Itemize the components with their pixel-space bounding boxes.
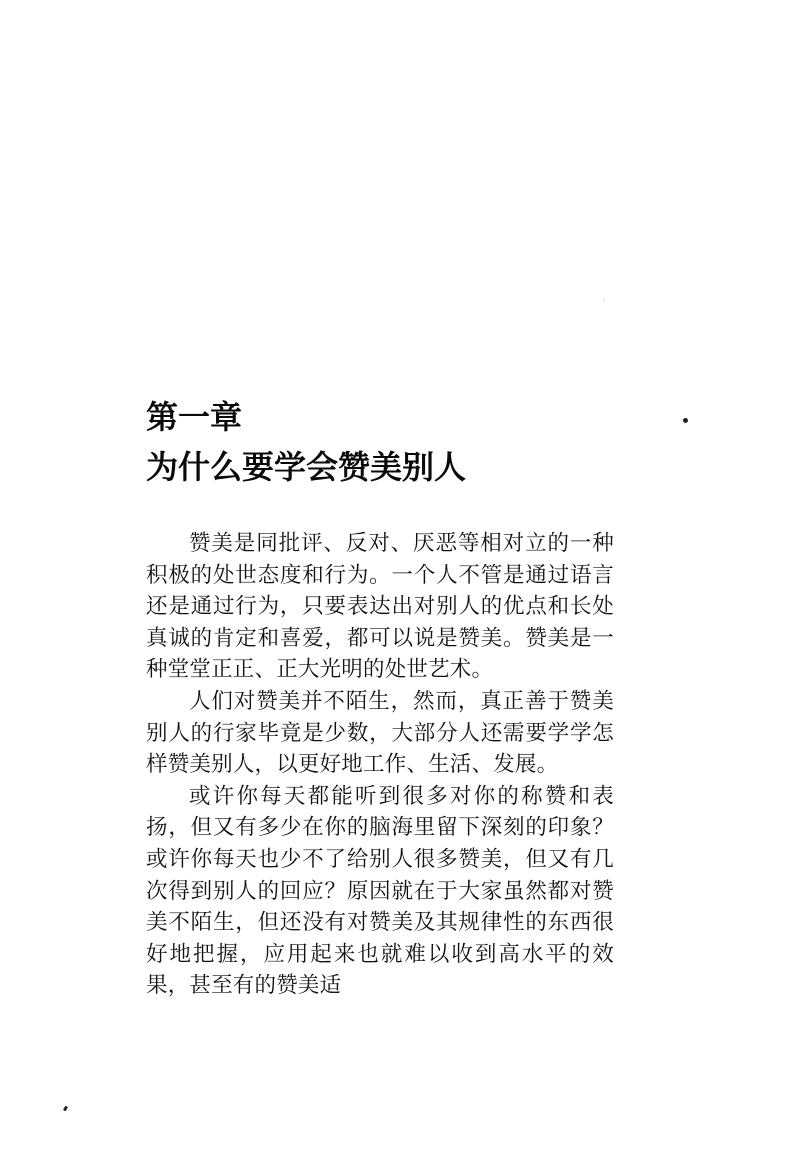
scan-speck bbox=[603, 300, 604, 301]
chapter-heading bbox=[146, 392, 466, 492]
scan-speck bbox=[683, 418, 688, 423]
body-text bbox=[146, 528, 614, 1002]
paragraph-3: 或许你每天都能听到很多对你的称赞和表扬，但又有多少在你的脑海里留下深刻的印象？或许你每天也少不了给别人很多赞美，但又有几次得到别人的回应？原因就在于大家虽然都对赞美不陌生，但还没有对赞美及其规律性的东西很好地把握，应用起来也就难以收到高水平的效果，甚至有的赞美适 bbox=[146, 783, 614, 999]
paragraph-1: 赞美是同批评、反对、厌恶等相对立的一种积极的处世态度和行为。一个人不管是通过语言还是通过行为，只要表达出对别人的优点和长处真诚的肯定和喜爱，都可以说是赞美。赞美是一种堂堂正正、正大光明的处世艺术。 bbox=[146, 531, 614, 683]
chapter-title: 为什么要学会赞美别人 bbox=[146, 448, 467, 486]
paragraph-2: 人们对赞美并不陌生，然而，真正善于赞美别人的行家毕竟是少数，大部分人还需要学学怎样赞美别人，以更好地工作、生活、发展。 bbox=[146, 688, 614, 778]
chapter-number: 第一章 bbox=[146, 398, 243, 436]
scan-speck bbox=[63, 1106, 68, 1112]
